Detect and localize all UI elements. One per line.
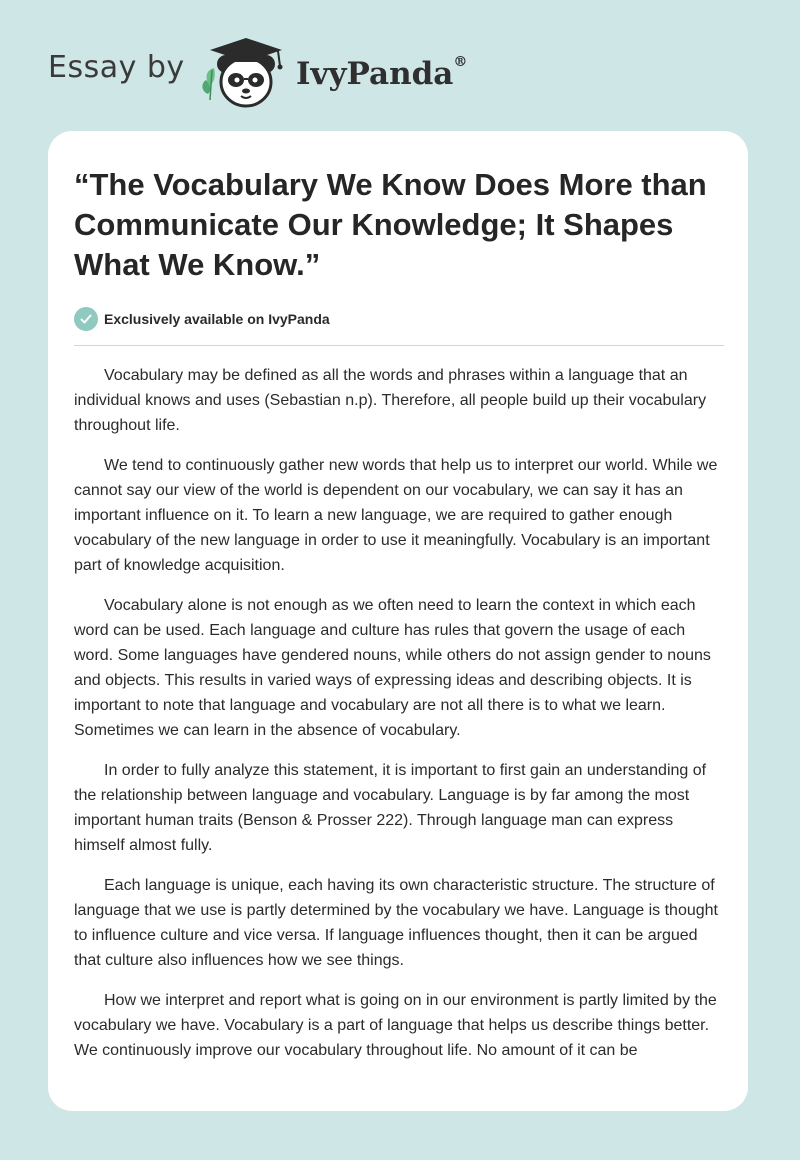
essay-body	[74, 363, 726, 1111]
essay-paragraph: Each language is unique, each having its own characteristic structure. The structure of language that we use is partly determined by the vocabulary we have. Language is thought to influence culture and vice versa. If language influences thought, then it can be argued that culture also influences how we see things.	[74, 877, 718, 969]
panda-graduate-icon	[200, 34, 292, 110]
exclusive-badge	[74, 306, 330, 332]
essay-paragraph: Vocabulary may be defined as all the words and phrases within a language that an individual knows and uses (Sebastian n.p). Therefore, all people build up their vocabulary throughout life.	[74, 367, 707, 434]
brand-logo-text	[296, 56, 467, 92]
site-header	[0, 0, 800, 130]
essay-paragraph: In order to fully analyze this statement, it is important to first gain an understanding of the relationship between language and vocabulary. Language is by far among the most important human traits (Benson & Prosser 222). Through language man can express himself almost fully.	[74, 762, 707, 854]
essay-card	[48, 131, 748, 1111]
essay-by-label: Essay by	[48, 50, 185, 85]
essay-paragraph: How we interpret and report what is going on in our environment is partly limited by the vocabulary we have. Vocabulary is a part of language that helps us describe things better. We continuously improve our vocabulary throughout life. No amount of it can be	[74, 992, 717, 1059]
essay-paragraph: Vocabulary alone is not enough as we often need to learn the context in which each word can be used. Each language and culture has rules that govern the usage of each word. Some languages have gendered nouns, while others do not assign gender to nouns and objects. This results in varied ways of expressing ideas and describing objects. It is important to note that language and vocabulary are not all there is to what we learn. Sometimes we can learn in the absence of vocabulary.	[74, 597, 711, 739]
essay-paragraph: We tend to continuously gather new words that help us to interpret our world. While we cannot say our view of the world is dependent on our vocabulary, we can say it has an important influence on it. To learn a new language, we are required to gather enough vocabulary of the new language in order to use it meaningfully. Vocabulary is an important part of knowledge acquisition.	[74, 457, 718, 574]
exclusive-badge-text: Exclusively available on IvyPanda	[104, 311, 330, 327]
brand-name: IvyPanda	[296, 56, 454, 92]
divider	[74, 345, 724, 346]
check-circle-icon	[74, 307, 98, 331]
registered-mark: ®	[453, 54, 468, 70]
essay-title: “The Vocabulary We Know Does More than Communicate Our Knowledge; It Shapes What We Know.”	[74, 167, 707, 282]
